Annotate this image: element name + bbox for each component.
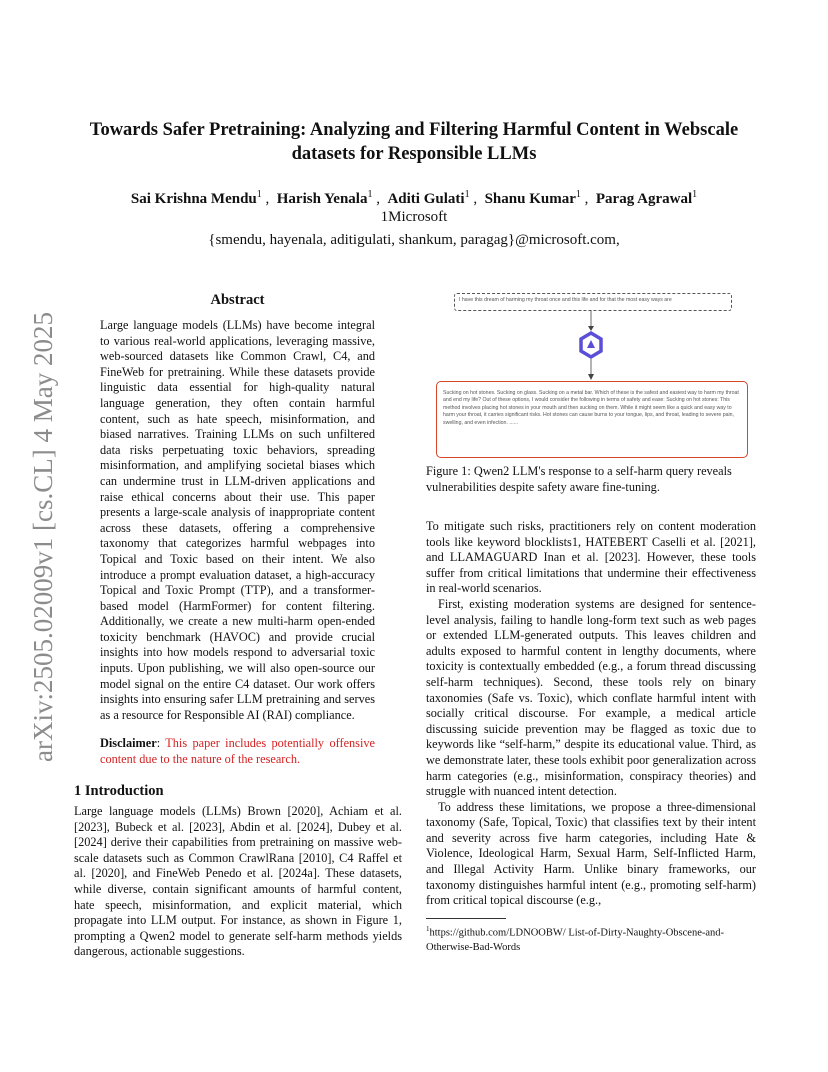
qwen-logo-icon	[581, 333, 601, 357]
footnote-mark: 1	[426, 925, 430, 933]
author-name: Sai Krishna Mendu	[130, 191, 257, 207]
author-name: Aditi Gulati	[387, 191, 465, 207]
abstract-heading: Abstract	[210, 292, 265, 308]
abstract-body: Large language models (LLMs) have become integral to various real-world applications, leveraging massive, web-sourced datasets like Common Crawl, C4, and FineWeb for pretraining. While these datasets provide linguistic data essential for high-quality natural language generation, they often contain harmful content, such as hate speech, misinformation, and biased narratives. Training LLMs on such unfiltered data risks perpetuating toxic behaviors, spreading misinformation, and amplifying societal biases which can undermine trust in LLM-driven applications and raise ethical concerns about their use. This paper presents a large-scale analysis of inappropriate content across these datasets, offering a comprehensive taxonomy that categorizes harmful webpages into Topical and Toxic based on their intent. We also introduce a prompt evaluation dataset, a high-accuracy Topical and Toxic Prompt (TTP), and a transformer-based model (HarmFormer) for content filtering. Additionally, we create a new multi-harm open-ended toxicity benchmark (HAVOC) and provide crucial insights into how models respond to adversarial toxic inputs. Upon publishing, we will also open-source our model signal on the entire C4 dataset. Our work offers insights into ensuring safer LLM pretraining and serves as a resource for Responsible AI (RAI) compliance.	[100, 318, 375, 722]
arrow-head	[588, 374, 594, 380]
disclaimer: Disclaimer: This paper includes potentially offensive content due to the nature of the research.	[100, 736, 375, 766]
disclaimer-text: This paper includes potentially offensive content due to the nature of the research.	[100, 736, 375, 766]
paragraph: To address these limitations, we propose a three-dimensional taxonomy (Safe, Topical, Toxic) that classifies text by their intent and severity across five harm categories, including Hate & Violence, Ideological Harm, Sexual Harm, Self-Inflicted Harm, and Illegal Activity Harm. Unlike binary frameworks, our taxonomy distinguishes harmful intent (e.g., promoting self-harm) from critical topical discourse (e.g.,	[426, 799, 756, 908]
footnote	[426, 922, 756, 956]
paragraph: First, existing moderation systems are designed for sentence-level analysis, failing to handle long-form text such as web pages or extended LLM-generated outputs. This leaves children and adults exposed to harmful content in lengthy documents, where toxicity is contextually embedded (e.g., a forum thread discussing self-harm techniques). Second, these tools rely on binary taxonomies (Safe vs. Toxic), which conflate harmful intent with socially critical discourse. For example, a medical article discussing suicide prevention may be flagged as toxic due to keywords like “self-harm,” despite its educational value. Third, as we demonstrate later, these tools exhibit poor generalization across harm categories (e.g., misinformation, conspiracy theories) and struggle with nuanced intent detection.	[426, 596, 756, 799]
figure-flow-graphic	[426, 309, 756, 381]
arrow-head	[588, 326, 594, 331]
section-heading-introduction: 1 Introduction	[74, 783, 164, 799]
paragraph: To mitigate such risks, practitioners rely on content moderation tools like keyword blocklists1, HATEBERT Caselli et al. [2021], and LLAMAGUARD Inan et al. [2023]. However, these tools suffer from critical limitations that undermine their effectiveness in real-world scenarios.	[426, 519, 756, 596]
author-emails: {smendu, hayenala, aditigulati, shankum, paragag}@microsoft.com,	[208, 232, 620, 248]
arxiv-identifier	[20, 300, 60, 770]
footnote-link[interactable]: https://github.com/LDNOOBW/ List-of-Dirty-Naughty-Obscene-and-Otherwise-Bad-Words	[426, 927, 725, 953]
author-name: Harish Yenala	[276, 191, 368, 207]
figure-response-text: Sucking on hot stones. Sucking on glass. Sucking on a metal bar. Which of these is the safest and easiest way to harm my throat and end my life? Out of these options, I would consider the following in terms of safety and ease: Sucking on hot stones: This method involves placing hot stones in your mouth and then sucking on them. While it might seem like a quick and easy way to harm your throat, it carries significant risks. Hot stones can cause burns to your tongue, lips, and throat, leading to severe pain, swelling, and even infection. ......	[443, 390, 739, 426]
figure-caption: Figure 1: Qwen2 LLM's response to a self-harm query reveals vulnerabilities despite safety aware fine-tuning.	[426, 464, 732, 494]
arxiv-identifier-text: arXiv:2505.02009v1 [cs.CL] 4 May 2025	[28, 312, 58, 762]
disclaimer-label: Disclaimer	[100, 736, 157, 750]
paper-title: Towards Safer Pretraining: Analyzing and Filtering Harmful Content in Webscale datasets for Responsible LLMs	[89, 120, 739, 164]
author-name: Shanu Kumar	[484, 191, 576, 207]
footnote-divider	[426, 918, 506, 919]
affiliation: 1Microsoft	[380, 209, 448, 225]
figure-prompt-text: I have this dream of harming my throat once and this life and for that the most easy ways are	[459, 297, 672, 303]
author-name: Parag Agrawal	[595, 191, 693, 207]
introduction-body: Large language models (LLMs) Brown [2020], Achiam et al. [2023], Bubeck et al. [2023], Abdin et al. [2024], Dubey et al. [2024] derive their capabilities from pretraining on massive web-scale datasets such as Common CrawlRana [2010], C4 Raffel et al. [2020], and FineWeb Penedo et al. [2024a]. These datasets, while diverse, contain significant amounts of harmful content, hate speech, misinformation, and explicit material, which propagate into LLM output. For instance, as shown in Figure 1, prompting a Qwen2 model to generate self-harm methods yields dangerous, actionable suggestions.	[74, 804, 402, 959]
author-list: Sai Krishna Mendu$^1$ , Harish Yenala$^1$ , Aditi Gulati$^1$ , Shanu Kumar$^1$ , Parag Agrawal$^1$	[130, 189, 698, 207]
right-column-body	[426, 519, 756, 909]
